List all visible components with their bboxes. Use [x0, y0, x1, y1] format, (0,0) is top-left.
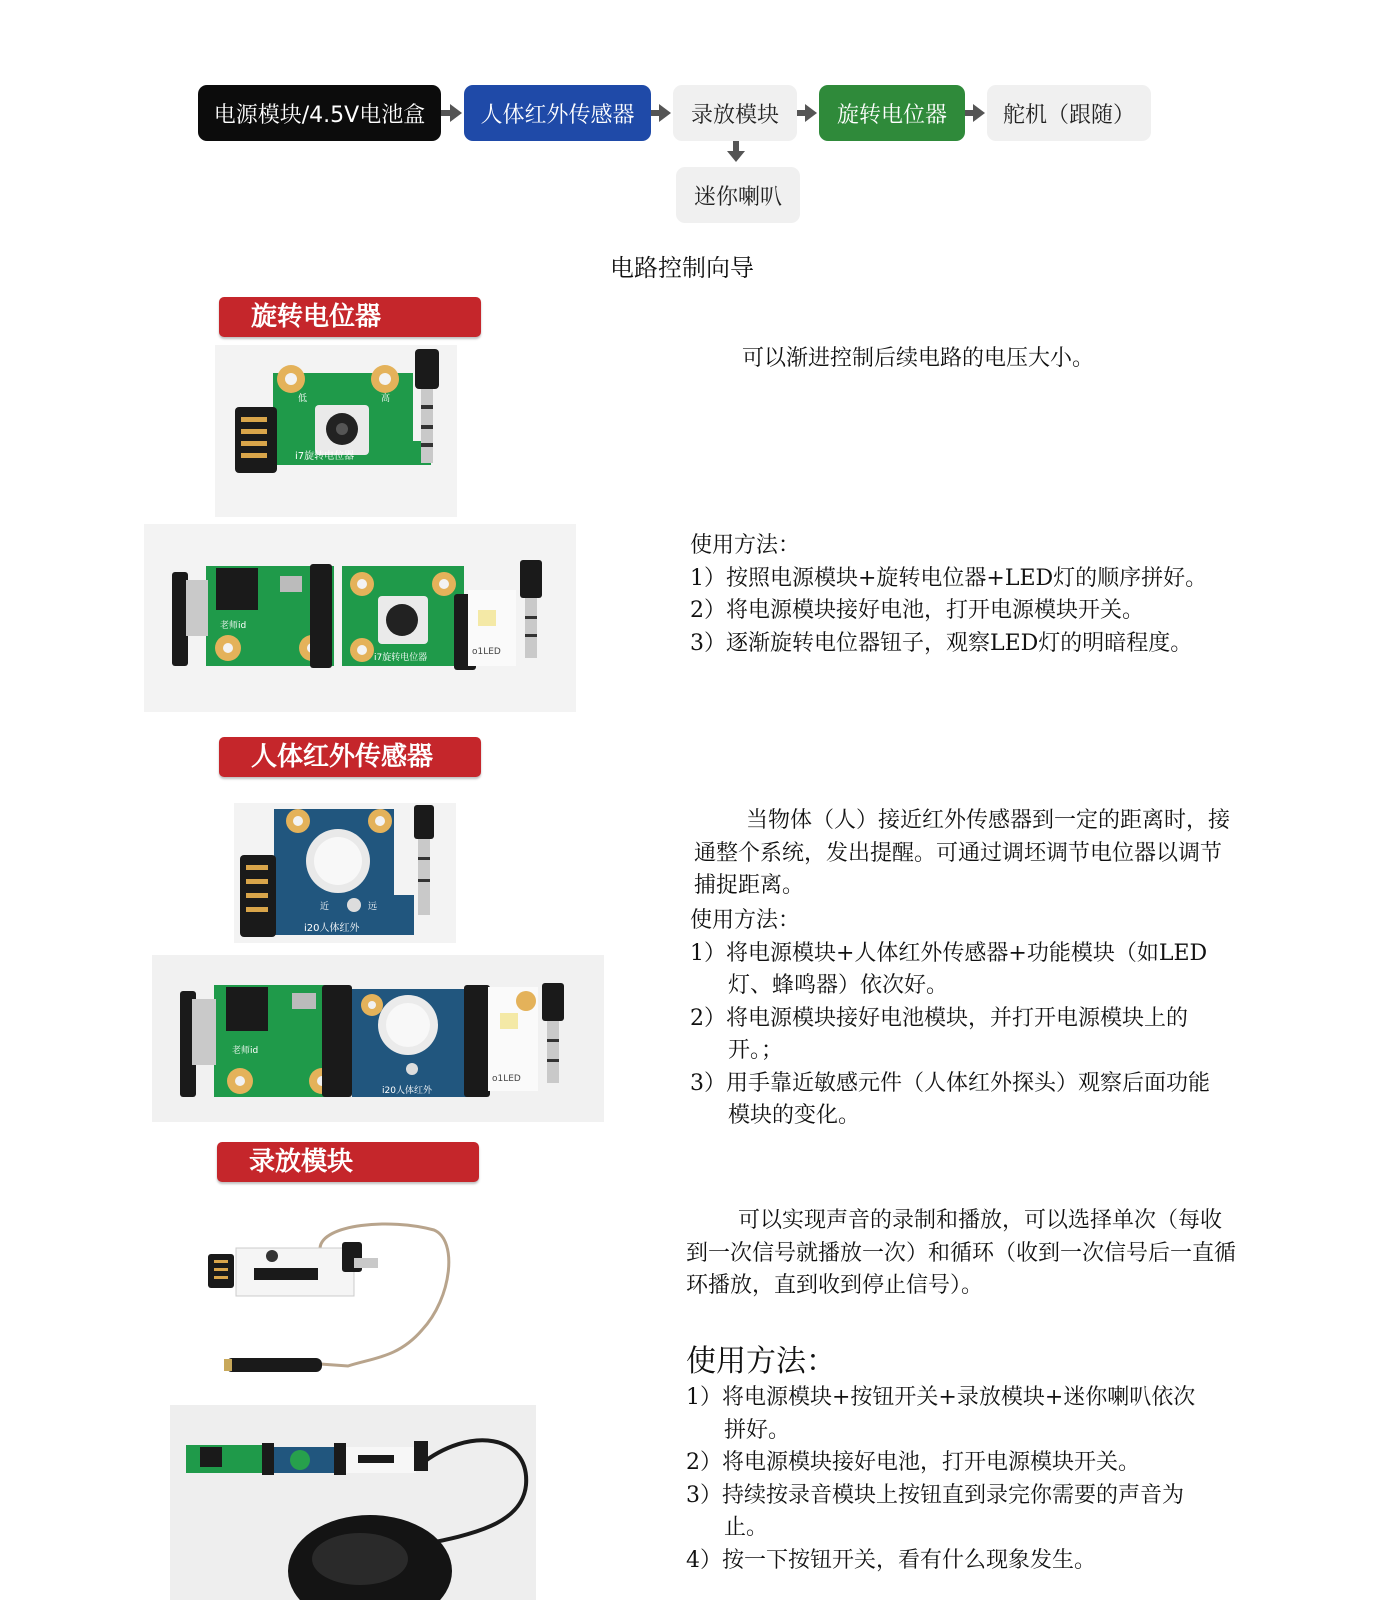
svg-text:老师id: 老师id	[232, 1046, 259, 1056]
usage-step: 2）将电源模块接好电池模块，并打开电源模块上的开。；	[690, 1005, 1188, 1063]
usage-step: 3）用手靠近敏感元件（人体红外探头）观察后面功能模块的变化。	[690, 1070, 1210, 1128]
pir-description: 当物体（人）接近红外传感器到一定的距离时，接通整个系统，发出提醒。可通过调坯调节电位器以调节捕捉距离。	[694, 808, 1231, 898]
pir-far-label: 远	[368, 902, 378, 912]
usage-step: 1）将电源模块+按钮开关+录放模块+迷你喇叭依次拼好。	[686, 1385, 1196, 1443]
pot-board-label: i7旋转电位器	[295, 451, 355, 462]
potentiometer-description: 可以渐进控制后续电路的电压大小。	[742, 346, 1095, 371]
assembly-pir-led-label: o1LED	[492, 1074, 521, 1084]
usage-step: 3）持续按录音模块上按钮直到录完你需要的声音为止。	[686, 1482, 1184, 1540]
pot-low-label: 低	[298, 394, 308, 404]
flow-arrow-down	[733, 141, 739, 151]
usage-step: 1）将电源模块+人体红外传感器+功能模块（如LED灯、蜂鸣器）依次好。	[690, 940, 1208, 998]
flow-arrow-head	[659, 104, 671, 122]
section-label-pir: 人体红外传感器	[219, 737, 481, 777]
section-label-potentiometer: 旋转电位器	[219, 297, 481, 337]
assembly-led-label: o1LED	[472, 647, 501, 657]
potentiometer-board-photo	[215, 345, 457, 517]
usage-title: 使用方法：	[690, 908, 801, 933]
flow-caption: 电路控制向导	[610, 254, 754, 282]
flow-node-recorder: 录放模块	[673, 85, 797, 141]
flow-node-potentiometer: 旋转电位器	[819, 85, 965, 141]
pir-assembly-photo	[152, 955, 604, 1122]
flow-arrow	[441, 110, 450, 116]
flow-arrow-head	[805, 104, 817, 122]
flow-node-speaker: 迷你喇叭	[676, 167, 800, 223]
usage-step: 4）按一下按钮开关，看有什么现象发生。	[686, 1547, 1096, 1573]
potentiometer-assembly-photo	[144, 524, 576, 712]
potentiometer-usage	[690, 530, 1225, 660]
assembly-pir-label: i20人体红外	[382, 1086, 432, 1096]
pir-board-label: i20人体红外	[304, 923, 360, 934]
flow-node-pir: 人体红外传感器	[464, 85, 651, 141]
usage-step: 3）逐渐旋转电位器钮子，观察LED灯的明暗程度。	[690, 630, 1193, 656]
usage-step: 2）将电源模块接好电池，打开电源模块开关。	[686, 1450, 1140, 1475]
pir-board-photo	[234, 803, 456, 943]
flow-node-servo: 舵机（跟随）	[987, 85, 1151, 141]
recorder-assembly-photo	[170, 1405, 536, 1600]
flow-node-power: 电源模块/4.5V电池盒	[198, 85, 441, 141]
svg-text:老师id: 老师id	[220, 621, 247, 631]
section-label-recorder: 录放模块	[217, 1142, 479, 1182]
usage-title: 使用方法：	[690, 533, 801, 558]
usage-step: 1）按照电源模块+旋转电位器+LED灯的顺序拼好。	[690, 565, 1208, 591]
usage-title: 使用方法：	[686, 1344, 836, 1379]
pir-usage	[690, 905, 1225, 1133]
flow-arrow	[965, 110, 973, 116]
flow-arrow-head	[450, 104, 462, 122]
pir-near-label: 近	[320, 902, 330, 912]
pot-high-label: 高	[381, 394, 391, 404]
recorder-description: 可以实现声音的录制和播放，可以选择单次（每收到一次信号就播放一次）和循环（收到一次信号后一直循环播放，直到收到停止信号）。	[686, 1208, 1237, 1298]
flow-arrow	[797, 110, 805, 116]
flow-arrow	[651, 110, 659, 116]
recorder-usage	[686, 1342, 1216, 1577]
assembly-pot-label: i7旋转电位器	[374, 653, 428, 663]
flow-arrow-head-down	[727, 151, 745, 162]
flow-arrow-head	[973, 104, 985, 122]
usage-step: 2）将电源模块接好电池，打开电源模块开关。	[690, 598, 1144, 623]
recorder-module-photo	[202, 1218, 464, 1376]
